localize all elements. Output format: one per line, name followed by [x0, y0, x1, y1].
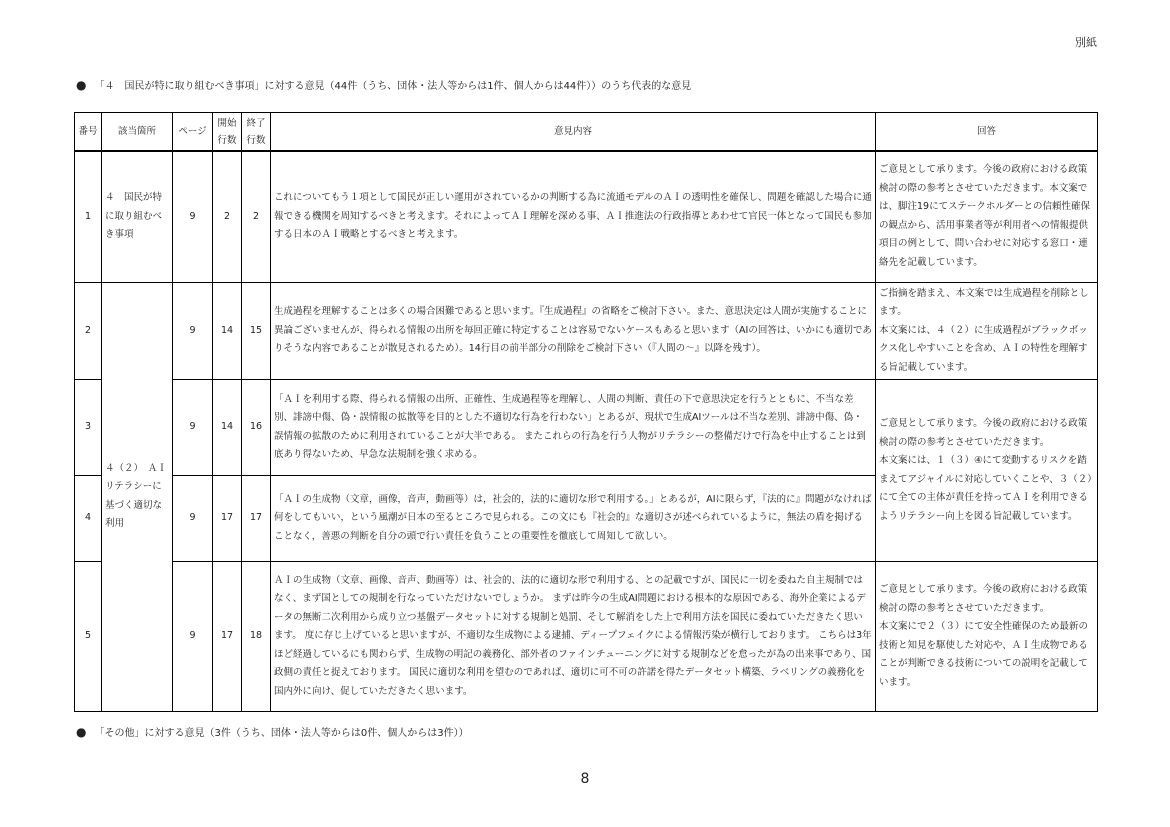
row-no: 5	[75, 562, 102, 712]
row-end-line: 17	[242, 476, 271, 562]
row-no: 3	[75, 380, 102, 476]
row-end-line: 15	[242, 282, 271, 380]
row-reply-shared: ご意見として承ります。今後の政府における政策検討の際の参考とさせていただきます。 本文案には、１（３）④にて変動するリスクを踏まえてアジャイルに対応していくことや、３（２）にて全ての主体が責任を持ってＡＩを利用できるようリテラシー向上を図る旨記載しています。	[876, 380, 1098, 562]
row-content: 生成過程を理解することは多くの場合困難であると思います。『生成過程』の省略をご検討下さい。また、意思決定は人間が実施することに異論ございませんが、得られる情報の出所を毎回正確に特定することは容易でないケースもあると思います（AIの回答は、いかにも適切でありそうな内容であることが散見されるため）。14行目の前半部分の削除をご検討下さい（『人間の～』以降を残す）。	[271, 282, 876, 380]
header-no: 番号	[75, 113, 102, 152]
header-end-line	[242, 113, 271, 152]
header-page: ページ	[173, 113, 213, 152]
row-page: 9	[173, 380, 213, 476]
row-content: ＡＩの生成物（文章、画像、音声、動画等）は、社会的、法的に適切な形で利用する、との記載ですが、国民に一切を委ねた自主規制ではなく、まず国としての規制を行なっていただけないでしょうか。 まずは昨今の生成AI問題における根本的な原因である、海外企業によるデータの無断二次利用から成り立つ基盤データセットに対する規制と処罰、そして解消をした上で利用方法を国民に委ねていただきたく思います。 度に存じ上げていると思いますが、不適切な生成物による逮捕、ディープフェイクによる情報汚染が横行しております。 こちらは3年ほど経過しているにも関わらず、生成物の明記の義務化、部外者のファインチューニングに対する規制などを怠ったが為の出来事であり、国政側の責任と捉えております。 国民に適切な利用を望むのであれば、適切に可不可の許諾を得たデータセット構築、ラベリングの義務化を国内外に向け、促していただきたく思います。	[271, 562, 876, 712]
row-content: 「ＡＩの生成物（文章，画像，音声，動画等）は，社会的，法的に適切な形で利用する。」とあるが，AIに限らず，『法的に』問題がなければ何をしてもいい，という風潮が日本の至るところで見られる。この文にも『社会的』な適切さが述べられているように，無法の盾を掲げることなく，善悪の判断を自分の頭で行い責任を負うことの重要性を徹底して周知して欲しい。	[271, 476, 876, 562]
row-end-line: 18	[242, 562, 271, 712]
header-reply: 回答	[876, 113, 1098, 152]
opinions-table	[74, 112, 1098, 712]
attachment-label: 別紙	[1075, 36, 1097, 49]
table-row	[75, 282, 1098, 380]
row-page: 9	[173, 151, 213, 282]
row-no: 4	[75, 476, 102, 562]
bullet-icon: ●	[76, 78, 87, 92]
row-end-line: 2	[242, 151, 271, 282]
header-row	[75, 113, 1098, 152]
row-end-line: 16	[242, 380, 271, 476]
table-row	[75, 562, 1098, 712]
row-content: 「ＡＩを利用する際、得られる情報の出所、正確性、生成過程等を理解し、人間の判断、責任の下で意思決定を行うとともに、不当な差別、誹謗中傷、偽・誤情報の拡散等を目的とした不適切な行為を行わない」とあるが、現状で生成AIツールは不当な差別、誹謗中傷、偽・誤情報の拡散のために利用されていることが大半である。 またこれらの行為を行う人物がリテラシーの整備だけで行為を中止することは到底あり得ないため、早急な法規制を強く求める。	[271, 380, 876, 476]
section-heading-2-text: 「その他」に対する意見（3件（うち、団体・法人等からは0件、個人からは3件））	[94, 728, 469, 739]
row-start-line: 2	[213, 151, 242, 282]
row-content: これについてもう１項として国民が正しい運用がされているかの判断する為に流通モデルのＡＩの透明性を確保し、問題を確認した場合に通報できる機関を周知するべきと考えます。それによってＡＩ理解を深める事、ＡＩ推進法の行政指導とあわせて官民一体となって国民も参加する日本のＡＩ戦略とするべきと考えます。	[271, 151, 876, 282]
page-number: 8	[580, 771, 590, 787]
row-start-line: 14	[213, 380, 242, 476]
row-no: 1	[75, 151, 102, 282]
header-start-line-2: 行数	[217, 134, 237, 146]
row-page: 9	[173, 476, 213, 562]
row-page: 9	[173, 282, 213, 380]
header-content: 意見内容	[271, 113, 876, 152]
row-location: ４ 国民が特に取り組むべき事項	[102, 151, 173, 282]
row-reply: ご指摘を踏まえ、本文案では生成過程を削除とします。 本文案には、４（２）に生成過程がブラックボックス化しやすいことを含め、ＡＩの特性を理解する旨記載しています。	[876, 282, 1098, 380]
table-row	[75, 151, 1098, 282]
row-no: 2	[75, 282, 102, 380]
header-start-line	[213, 113, 242, 152]
header-location: 該当箇所	[102, 113, 173, 152]
section-heading-1-text: 「４ 国民が特に取り組むべき事項」に対する意見（44件（うち、団体・法人等からは1件、個人からは44件））のうち代表的な意見	[94, 81, 692, 92]
row-reply: ご意見として承ります。今後の政府における政策検討の際の参考とさせていただきます。本文案では、脚注19にてステークホルダーとの信頼性確保の観点から、活用事業者等が利用者への情報提供項目の例として、問い合わせに対応する窓口・連絡先を記載しています。	[876, 151, 1098, 282]
header-start-line-1: 開始	[217, 117, 237, 129]
header-end-line-2: 行数	[246, 134, 266, 146]
row-reply: ご意見として承ります。今後の政府における政策検討の際の参考とさせていただきます。 本文案にで２（３）にて安全性確保のため最新の技術と知見を駆使した対応や、ＡＩ生成物であることが判断できる技術についての説明を記載しています。	[876, 562, 1098, 712]
row-start-line: 17	[213, 562, 242, 712]
section-heading-1	[76, 77, 691, 92]
bullet-icon: ●	[76, 725, 87, 739]
row-start-line: 14	[213, 282, 242, 380]
row-location-shared: ４（２） ＡＩリテラシーに基づく適切な利用	[102, 282, 173, 712]
row-start-line: 17	[213, 476, 242, 562]
row-page: 9	[173, 562, 213, 712]
section-heading-2	[76, 724, 469, 739]
header-end-line-1: 終了	[246, 117, 266, 129]
table-row	[75, 380, 1098, 476]
